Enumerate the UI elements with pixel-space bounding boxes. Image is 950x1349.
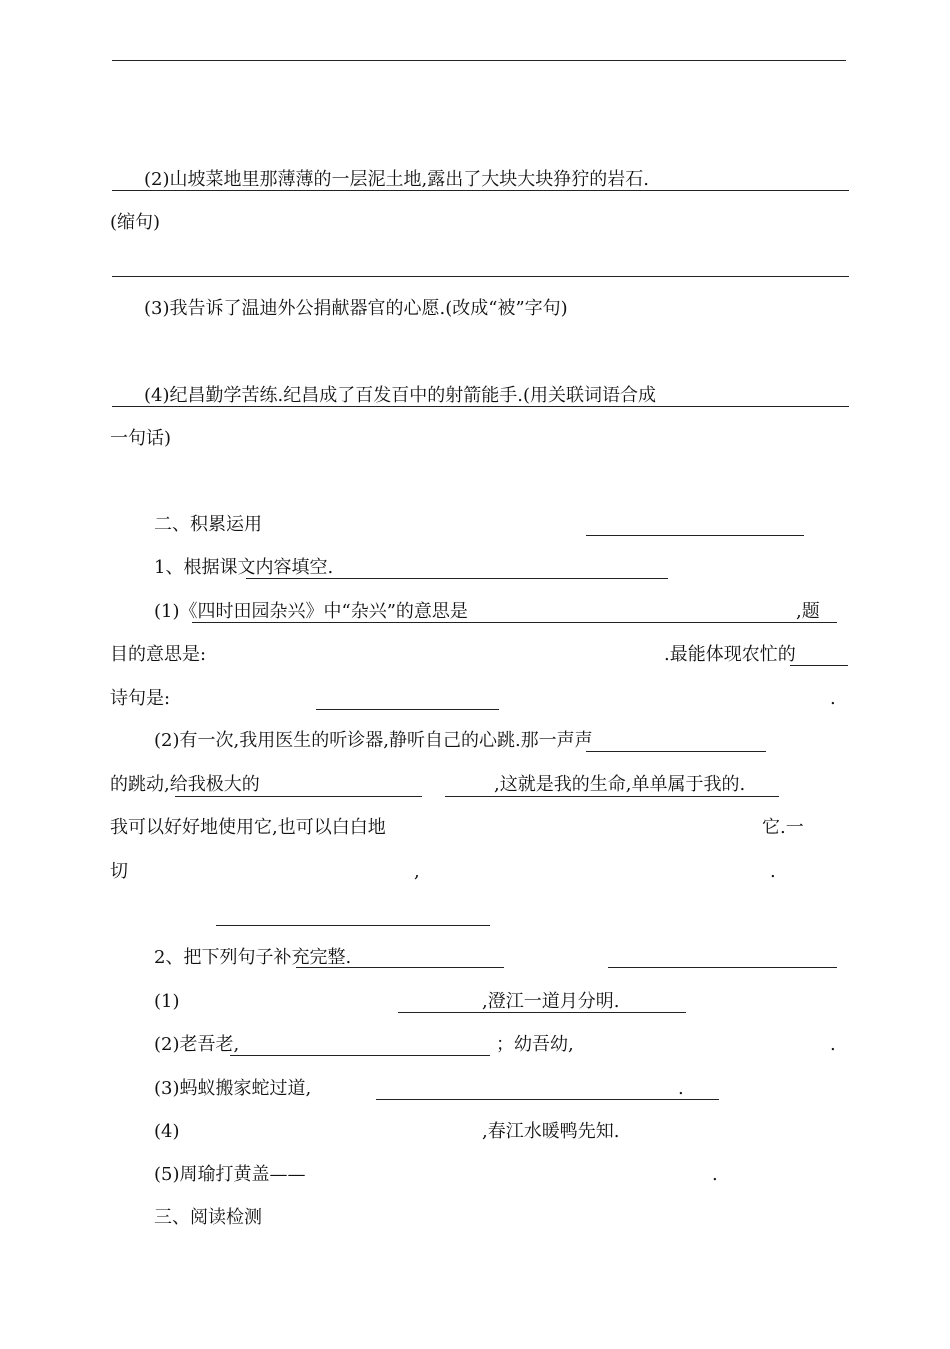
sub-1-line-2a: 目的意思是: (110, 644, 207, 665)
sub-2-line-4a: 切 (110, 861, 128, 882)
answer-line (586, 751, 766, 752)
item-2-instruction: 2、把下列句子补充完整. (154, 947, 352, 968)
section-2-heading: 二、积累运用 (154, 514, 262, 535)
answer-line (608, 967, 837, 968)
sub-2-line-1: (2)有一次,我用医生的听诊器,静听自己的心跳.那一声声 (154, 730, 593, 751)
question-4-continuation: 一句话) (110, 428, 172, 449)
complete-2b: ；幼吾幼, (496, 1034, 574, 1055)
sub-1-line-3a: 诗句是: (110, 688, 171, 709)
complete-3b: . (678, 1078, 684, 1099)
answer-line (112, 60, 846, 61)
complete-1a: (1) (154, 991, 180, 1012)
sub-1-line-3b: . (830, 688, 836, 709)
answer-line (790, 665, 848, 666)
answer-line (230, 1055, 490, 1056)
sub-1-line-2b: .最能体现农忙的 (664, 644, 796, 665)
complete-3a: (3)蚂蚁搬家蛇过道, (154, 1078, 312, 1099)
sub-2-line-3a: 我可以好好地使用它,也可以白白地 (110, 817, 386, 838)
answer-line (316, 709, 499, 710)
question-4-text: (4)纪昌勤学苦练.纪昌成了百发百中的射箭能手.(用关联词语合成 (144, 385, 656, 406)
question-2-text: (2)山坡菜地里那薄薄的一层泥土地,露出了大块大块狰狞的岩石. (144, 169, 649, 190)
sub-2-line-4c: . (770, 861, 776, 882)
sub-2-line-4b: , (414, 861, 420, 882)
complete-2c: . (830, 1034, 836, 1055)
answer-line (586, 535, 804, 536)
complete-5a: (5)周瑜打黄盖—— (154, 1164, 306, 1185)
section-3-heading: 三、阅读检测 (154, 1207, 262, 1228)
complete-4b: ,春江水暖鸭先知. (482, 1121, 620, 1142)
sub-2-line-2a: 的跳动,给我极大的 (110, 774, 260, 795)
complete-4a: (4) (154, 1121, 180, 1142)
item-1-instruction: 1、根据课文内容填空. (154, 557, 334, 578)
sub-2-line-3b: 它.一 (762, 817, 804, 838)
question-2-note: (缩句) (110, 212, 161, 233)
sub-1-line-1b: ,题 (796, 601, 820, 622)
answer-line (376, 1099, 719, 1100)
answer-line (112, 276, 849, 277)
complete-5b: . (712, 1164, 718, 1185)
answer-line (216, 925, 490, 926)
sub-1-line-1a: (1)《四时田园杂兴》中“杂兴”的意思是 (154, 601, 468, 622)
complete-1b: ,澄江一道月分明. (482, 991, 620, 1012)
complete-2a: (2)老吾老, (154, 1034, 240, 1055)
sub-2-line-2b: ,这就是我的生命,单单属于我的. (494, 774, 746, 795)
question-3-text: (3)我告诉了温迪外公捐献器官的心愿.(改成“被”字句) (144, 298, 568, 319)
